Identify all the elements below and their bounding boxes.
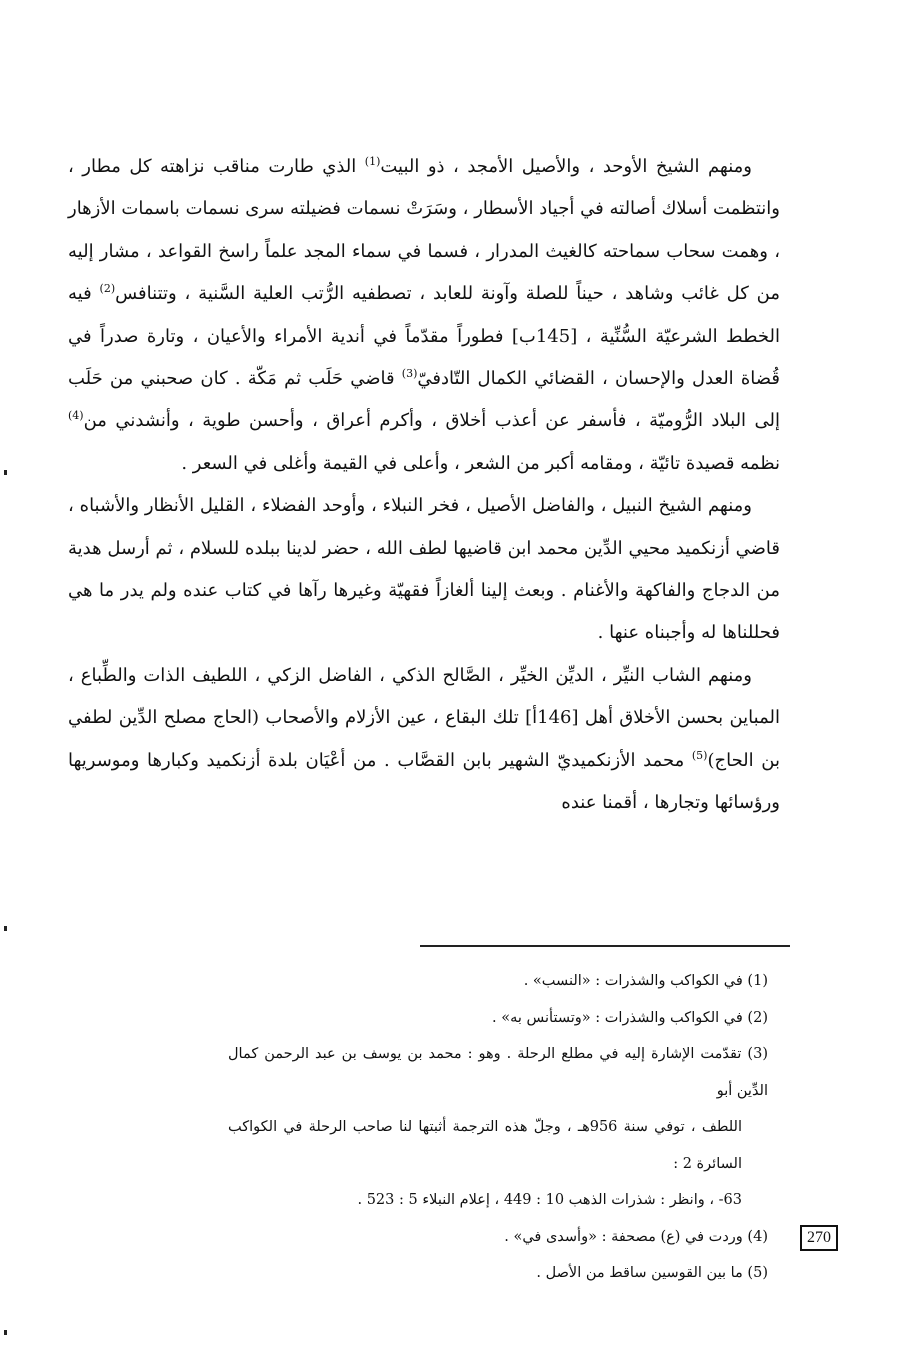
page-number: 270 — [800, 1225, 838, 1251]
footnote-continuation: 63- ، وانظر : شذرات الذهب 10 : 449 ، إعلام النبلاء 5 : 523 . — [357, 1192, 742, 1208]
footnote-marker: (5) — [691, 748, 708, 762]
paragraph-text: ومنهم الشيخ الأوحد ، والأصيل الأمجد ، ذو البيت — [380, 156, 752, 177]
paragraph-text: محمد الأزنكميديّ الشهير بابن القصَّاب . من أعْيَان بلدة أزنكميد وكبارها وموسريها ورؤسائها وتجارها ، أقمنا عنده — [68, 749, 780, 814]
footnote-continuation: اللطف ، توفي سنة 956هـ ، وجلّ هذه الترجمة أثبتها لنا صاحب الرحلة في الكواكب السائرة 2 : — [228, 1119, 742, 1172]
footnotes — [228, 963, 768, 1292]
footnote — [228, 1036, 768, 1109]
paragraph-text: الذي طارت مناقب نزاهته كل مطار ، وانتظمت أسلاك أصالته في أجياد الأسطار ، وسَرَتْ نسمات فضيلته سرى نسمات باسمات الأزهار ، وهمت سحاب سماحته كالغيث المدرار ، فسما في سماء المجد علماً راسخ القواعد ، مشار إليه من كل غائب وشاهد ، حيناً للصلة وآونة للعابد ، تصطفيه الرُّتب العلية السَّنية ، وتتنافس — [68, 156, 780, 305]
footnote — [228, 1255, 768, 1292]
footnote-number: (4) — [747, 1228, 768, 1245]
scan-speck — [4, 1330, 7, 1335]
footnote — [228, 963, 768, 1000]
footnote-marker: (1) — [364, 155, 381, 168]
main-text — [68, 146, 780, 825]
footnote-marker: (3) — [401, 367, 418, 381]
paragraph — [68, 655, 780, 825]
scan-speck — [4, 470, 7, 475]
paragraph — [68, 485, 780, 655]
footnote-text: ما بين القوسين ساقط من الأصل . — [536, 1265, 743, 1281]
paragraph-text: ومنهم الشيخ النبيل ، والفاضل الأصيل ، فخر النبلاء ، وأوحد الفضلاء ، القليل الأنظار والأشباه ، قاضي أزنكميد محيي الدِّين محمد ابن قاضيها لطف الله ، حضر لدينا ببلده للسلام ، ثم أرسل هدية من الدجاج والفاكهة والأغنام . وبعث إلينا ألغازاً فقهيّة وغيرها رآها في كتاب عنده ولم يدر ما هي فحللناها له وأجبناه عنها . — [68, 495, 780, 644]
footnote-number: (2) — [747, 1009, 768, 1026]
paragraph-text: فيه الخطط الشرعيّة السُّنِّية ، [145ب] فطوراً مقدّماً في أندية الأمراء والأعيان ، وتارة صدراً في قُضاة العدل والإحسان ، القضائي الكمال التّادفيّ — [68, 283, 780, 390]
footnote-text: في الكواكب والشذرات : «وتستأنس به» . — [492, 1009, 743, 1026]
footnote-number: (5) — [747, 1265, 768, 1281]
paragraph-text: قاضي حَلَب ثم مَكّة . كان صحبني من حَلَب إلى البلاد الرُّوميّة ، فأسفر عن أعذب أخلاق ، وأكرم أعراق ، وأحسن طوية ، وأنشدني من — [68, 368, 780, 432]
footnote-number: (1) — [747, 973, 768, 989]
footnote-text: وردت في (ع) مصحفة : «وأسدى في» . — [504, 1228, 743, 1245]
footnote — [228, 1000, 768, 1037]
footnote-text: في الكواكب والشذرات : «النسب» . — [523, 973, 743, 989]
footnote-marker: (4) — [68, 409, 84, 423]
footnote-marker: (2) — [99, 282, 116, 296]
footnote — [228, 1219, 768, 1256]
footnote-separator — [420, 945, 790, 947]
footnote-number: (3) — [747, 1046, 768, 1062]
scan-speck — [4, 926, 7, 931]
paragraph — [68, 146, 780, 485]
footnote-text: تقدّمت الإشارة إليه في مطلع الرحلة . وهو : محمد بن يوسف بن عبد الرحمن كمال الدِّين أبو — [228, 1046, 768, 1099]
paragraph-text: نظمه قصيدة تائيّة ، ومقامه أكبر من الشعر ، وأعلى في القيمة وأغلى في السعر . — [181, 452, 780, 474]
paragraph-text: ومنهم الشاب النيِّر ، الديِّن الخيِّر ، الصَّالح الذكي ، الفاضل الزكي ، اللطيف الذات والطِّباع ، المباين بحسن الأخلاق أهل [146أ] تلك البقاع ، عين الأزلام والأصحاب (الحاج مصلح الدِّين لطفي بن الحاج) — [68, 664, 780, 771]
